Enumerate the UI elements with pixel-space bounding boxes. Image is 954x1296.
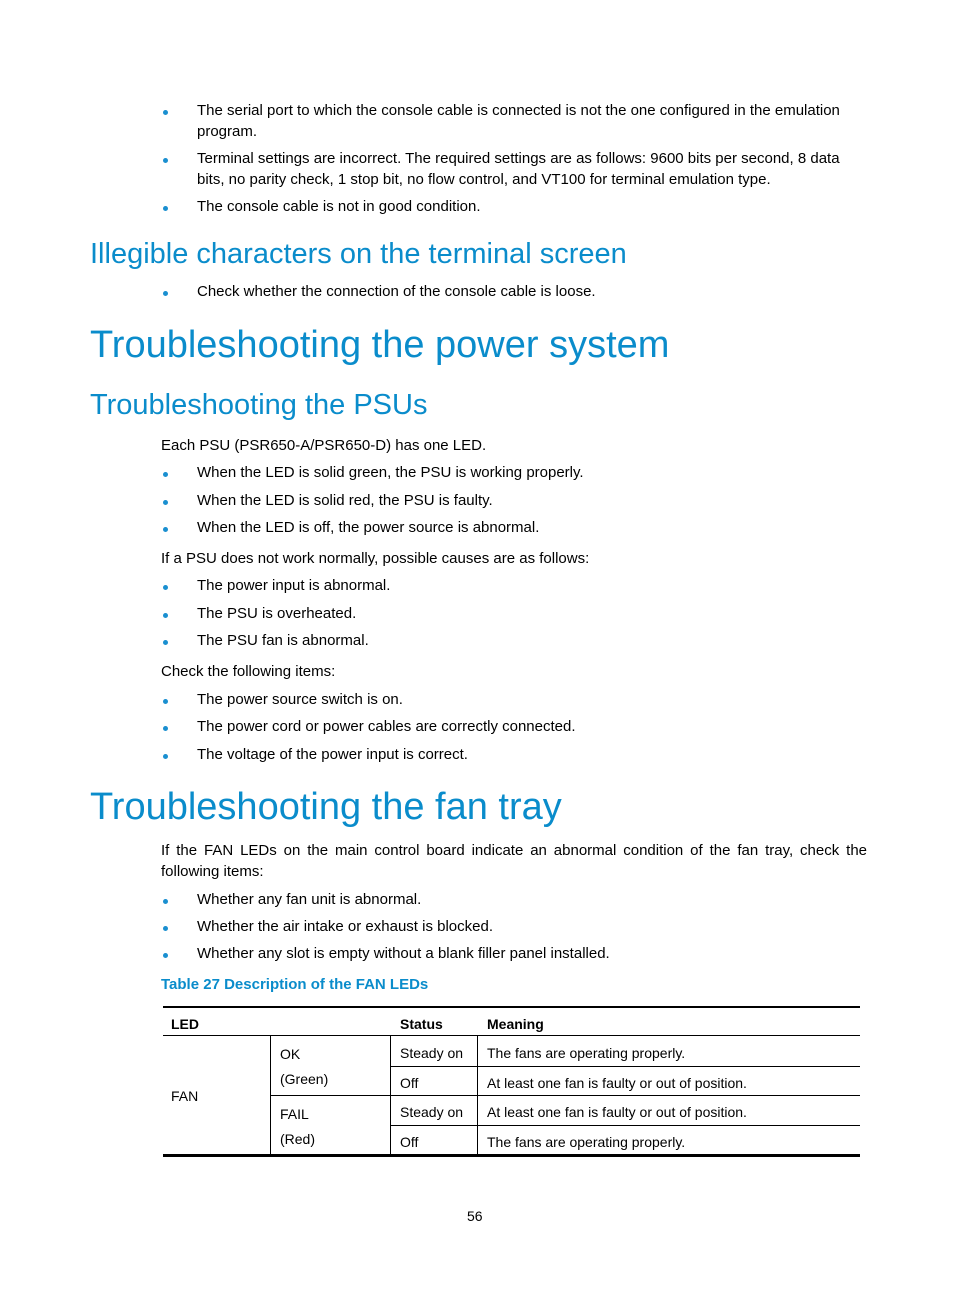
page-number: 56 bbox=[467, 1208, 483, 1224]
paragraph: Each PSU (PSR650-A/PSR650-D) has one LED. bbox=[161, 437, 487, 454]
cell-led-name: FAN bbox=[171, 1088, 199, 1104]
list-item: Whether any slot is empty without a blank filler panel installed. bbox=[197, 945, 610, 962]
paragraph: If the FAN LEDs on the main control board indicate an abnormal condition of the fan tray, check the following items: bbox=[161, 842, 867, 880]
bullet-dot bbox=[163, 527, 168, 532]
cell-status: Steady on bbox=[400, 1045, 464, 1061]
bullet-dot bbox=[163, 585, 168, 590]
cell-ok-label: OK bbox=[280, 1046, 301, 1062]
list-item: Whether any fan unit is abnormal. bbox=[197, 891, 422, 908]
list-item: The PSU is overheated. bbox=[197, 605, 357, 622]
list-item: The power input is abnormal. bbox=[197, 577, 391, 594]
bullet-dot bbox=[163, 699, 168, 704]
col-divider bbox=[270, 1036, 271, 1156]
list-item: The power cord or power cables are correctly connected. bbox=[197, 718, 576, 735]
cell-status: Steady on bbox=[400, 1104, 464, 1120]
chapter-title-fan: Troubleshooting the fan tray bbox=[90, 786, 562, 828]
paragraph: If a PSU does not work normally, possible causes are as follows: bbox=[161, 550, 590, 567]
list-item: The console cable is not in good condition. bbox=[197, 198, 481, 215]
list-item: Check whether the connection of the console cable is loose. bbox=[197, 283, 596, 300]
col-divider bbox=[477, 1036, 478, 1156]
list-item: The power source switch is on. bbox=[197, 691, 403, 708]
bullet-dot bbox=[163, 926, 168, 931]
bullet-dot bbox=[163, 953, 168, 958]
table-top-rule bbox=[163, 1006, 860, 1008]
bullet-dot bbox=[163, 472, 168, 477]
header-meaning: Meaning bbox=[487, 1016, 544, 1032]
cell-fail-color: (Red) bbox=[280, 1131, 316, 1147]
section-heading-illegible: Illegible characters on the terminal screen bbox=[90, 238, 627, 270]
list-item: Whether the air intake or exhaust is blocked. bbox=[197, 918, 493, 935]
bullet-dot bbox=[163, 206, 168, 211]
row-divider bbox=[390, 1125, 860, 1126]
header-status: Status bbox=[400, 1016, 443, 1032]
cell-meaning: The fans are operating properly. bbox=[487, 1045, 686, 1061]
list-item: Terminal settings are incorrect. The required settings are as follows: 9600 bits per second, 8 data bits, no parity check, 1 stop bit, no flow control, and VT100 for terminal emulation type. bbox=[197, 150, 840, 188]
list-item: When the LED is solid red, the PSU is faulty. bbox=[197, 492, 493, 509]
list-item: The PSU fan is abnormal. bbox=[197, 632, 369, 649]
bullet-dot bbox=[163, 899, 168, 904]
table-bottom-rule bbox=[163, 1154, 860, 1157]
bullet-dot bbox=[163, 754, 168, 759]
bullet-dot bbox=[163, 110, 168, 115]
list-item: The voltage of the power input is correct. bbox=[197, 746, 468, 763]
row-divider bbox=[390, 1066, 860, 1067]
bullet-dot bbox=[163, 640, 168, 645]
cell-status: Off bbox=[400, 1075, 419, 1091]
list-item: When the LED is solid green, the PSU is working properly. bbox=[197, 464, 584, 481]
cell-meaning: At least one fan is faulty or out of position. bbox=[487, 1104, 747, 1120]
list-item: When the LED is off, the power source is abnormal. bbox=[197, 519, 540, 536]
col-divider bbox=[390, 1036, 391, 1156]
list-item: The serial port to which the console cable is connected is not the one configured in the emulation program. bbox=[197, 102, 840, 140]
section-heading-psus: Troubleshooting the PSUs bbox=[90, 389, 428, 421]
table-caption: Table 27 Description of the FAN LEDs bbox=[161, 976, 429, 993]
cell-ok-color: (Green) bbox=[280, 1071, 329, 1087]
cell-status: Off bbox=[400, 1134, 419, 1150]
chapter-title-power: Troubleshooting the power system bbox=[90, 324, 670, 366]
cell-meaning: The fans are operating properly. bbox=[487, 1134, 686, 1150]
header-led: LED bbox=[171, 1016, 199, 1032]
bullet-dot bbox=[163, 158, 168, 163]
cell-meaning: At least one fan is faulty or out of position. bbox=[487, 1075, 747, 1091]
header-rule bbox=[163, 1035, 860, 1036]
bullet-dot bbox=[163, 613, 168, 618]
bullet-dot bbox=[163, 500, 168, 505]
row-divider bbox=[270, 1095, 860, 1096]
bullet-dot bbox=[163, 726, 168, 731]
bullet-dot bbox=[163, 291, 168, 296]
paragraph: Check the following items: bbox=[161, 663, 336, 680]
cell-fail-label: FAIL bbox=[280, 1106, 309, 1122]
